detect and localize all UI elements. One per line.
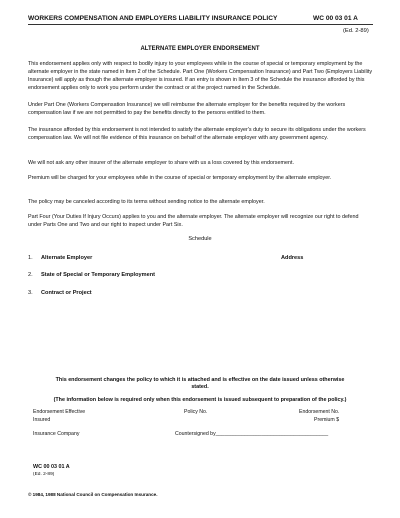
paragraph-text: The insurance afforded by this endorsement is not intended to satisfy the alternate employer's duty to secure its obligations under the workers compensation law. We will not file evidence of this insurance on behalf of the alternate employer with any government agency.: [28, 127, 366, 141]
paragraph-1: [28, 61, 373, 93]
paragraph-5: [28, 175, 373, 183]
paragraph-text: We will not ask any other insurer of the alternate employer to share with us a loss covered by this endorsement.: [28, 160, 294, 166]
footer-notice: This endorsement changes the policy to which it is attached and is effective on the date issued unless otherwise stated.: [55, 377, 345, 391]
premium-label: Premium $: [314, 417, 340, 423]
header-rule: [28, 24, 373, 25]
paragraph-text: Under Part One (Workers Compensation Insurance) we will reimburse the alternate employer for the benefits required by the workers compensation law if we are not permitted to pay the benefits directly to the persons entitled to them.: [28, 102, 346, 116]
schedule-item-number: 1.: [28, 255, 33, 261]
paragraph-text: This endorsement applies only with respect to bodily injury to your employees while in the course of special or temporary employment by the alternate employer in the state named in Item 2 of the Schedule. Part One (Workers Compensation Insurance) and Part Two (Employers Liability Insurance) will apply as though the alternate employer is insured. If an entry is shown in Item 3 of the Schedule the insurance afforded by this endorsement applies only to work you perform under the contract or at the project named in the Schedule.: [28, 61, 373, 91]
bottom-form-number: WC 00 03 01 A: [33, 464, 70, 470]
insurance-company-label: Insurance Company: [33, 431, 80, 437]
endorsement-title: ALTERNATE EMPLOYER ENDORSEMENT: [140, 46, 260, 52]
paragraph-text: Premium will be charged for your employees while in the course of special or temporary employment by the alternate employer.: [28, 175, 332, 181]
paragraph-4: [28, 160, 373, 168]
endorsement-effective-label: Endorsement Effective: [33, 409, 86, 415]
paragraph-6: [28, 199, 373, 207]
edition-label: (Ed. 2-89): [343, 28, 369, 34]
paragraph-text: The policy may be canceled according to its terms without sending notice to the alternate employer.: [28, 199, 265, 205]
policy-title: WORKERS COMPENSATION AND EMPLOYERS LIABILITY INSURANCE POLICY: [28, 15, 278, 22]
paragraph-3: [28, 127, 373, 143]
paragraph-text: Part Four (Your Duties If Injury Occurs) applies to you and the alternate employer. The alternate employer will recognize our right to defend under Parts One and Two and our right to inspect under Part Six.: [28, 214, 359, 228]
insured-label: Insured: [33, 417, 51, 423]
form-number: WC 00 03 01 A: [313, 15, 358, 22]
copyright-notice: © 1984, 1988 National Council on Compensation Insurance.: [28, 492, 158, 497]
schedule-item-address: Address: [281, 255, 304, 261]
info-note: (The information below is required only when this endorsement is issued subsequent to preparation of the policy.): [53, 397, 347, 403]
schedule-item-number: 3.: [28, 290, 33, 296]
paragraph-2: [28, 102, 373, 118]
schedule-item-number: 2.: [28, 272, 33, 278]
schedule-item-contract: Contract or Project: [41, 290, 92, 296]
endorsement-no-label: Endorsement No.: [299, 409, 340, 415]
schedule-item-alternate-employer: Alternate Employer: [41, 255, 93, 261]
schedule-item-state: State of Special or Temporary Employment: [41, 272, 155, 278]
schedule-heading: Schedule: [188, 236, 212, 242]
policy-no-label: Policy No.: [184, 409, 208, 415]
countersigned-by-field: Countersigned by_______________________________________: [175, 431, 329, 437]
bottom-edition: (Ed. 2-89): [33, 472, 55, 476]
paragraph-7: [28, 214, 373, 230]
